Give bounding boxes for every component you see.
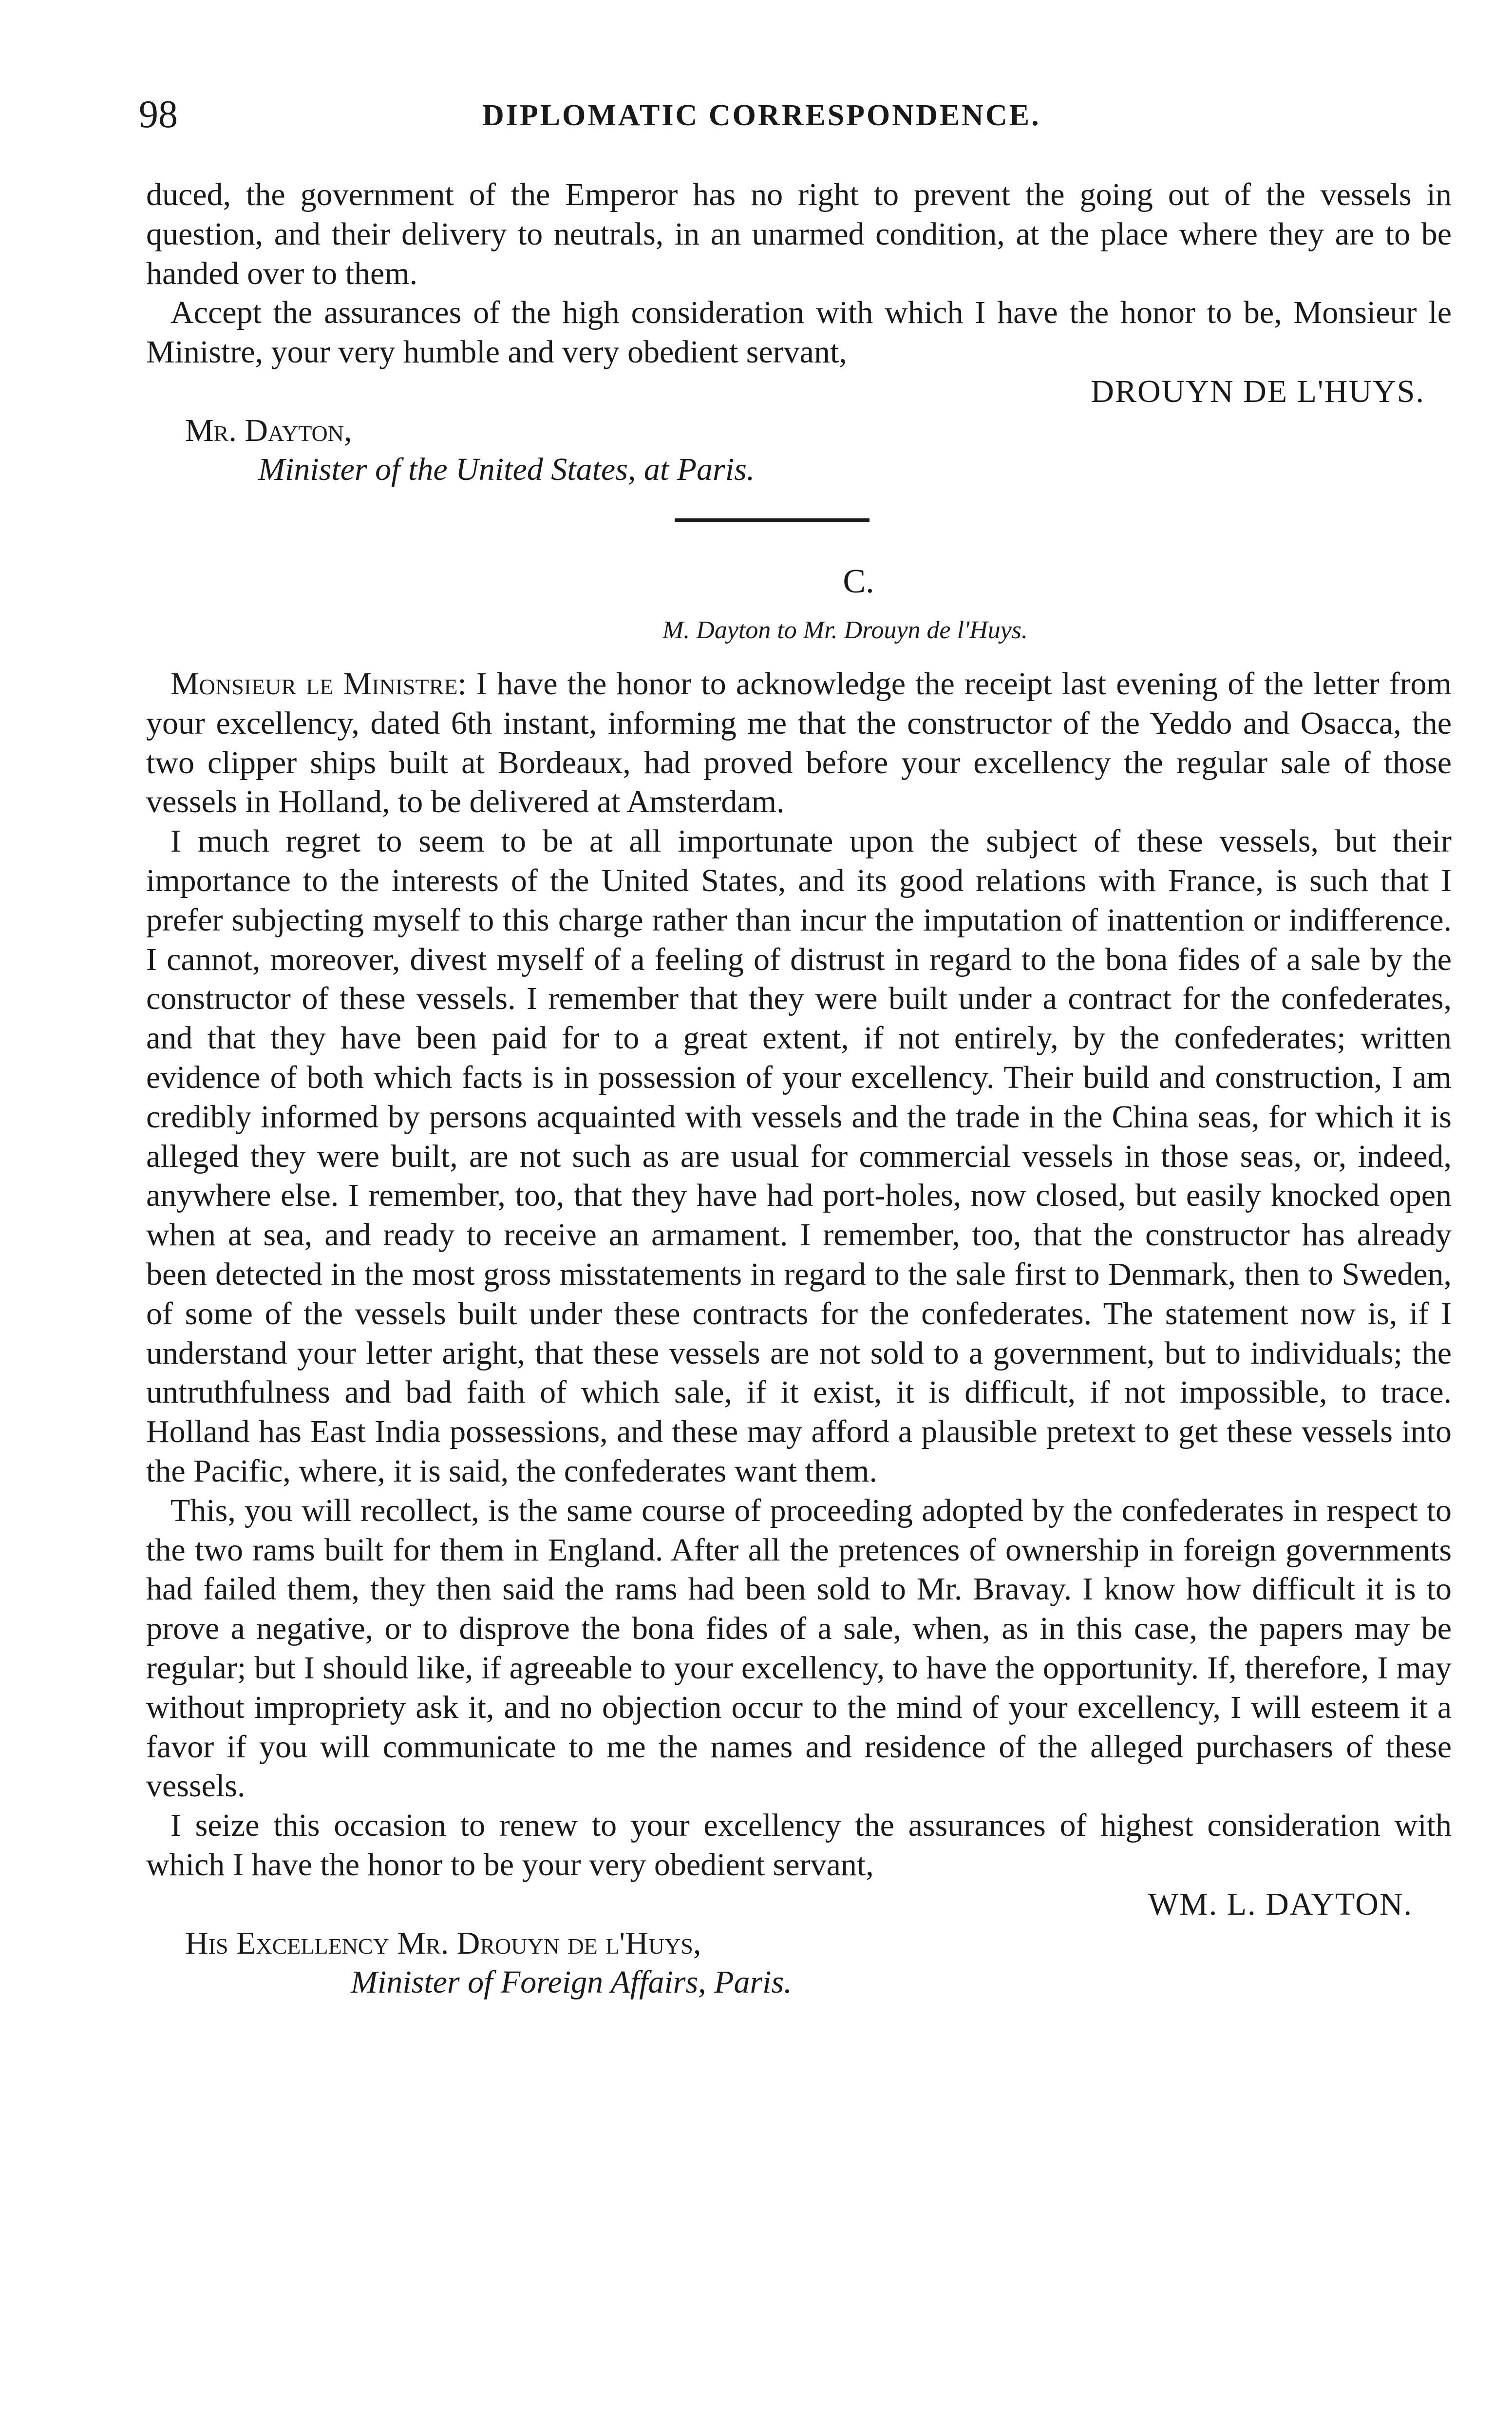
letter1-addressee-title: Minister of the United States, at Paris. [258, 451, 755, 487]
section-heading: C. [843, 562, 874, 600]
page-number: 98 [139, 93, 178, 136]
running-header [139, 93, 1452, 136]
letter2-paragraph-4: I seize this occasion to renew to your excellency the assurances of highest consideration with which I have the honor to be your very obedient servant, [146, 1808, 1452, 1883]
document-page [139, 93, 1452, 2002]
letter1-paragraph-1: duced, the government of the Emperor has no right to prevent the going out of the vessels in question, and their delivery to neutrals, in an unarmed condition, at the place where they are to be handed over to them. [146, 177, 1452, 291]
section-subtitle: M. Dayton to Mr. Drouyn de l'Huys. [662, 616, 1028, 644]
letter2-paragraph-3: This, you will recollect, is the same course of proceeding adopted by the confederates in respect to the two rams built for them in England. After all the pretences of ownership in foreign governments had failed them, they then said the rams had been sold to Mr. Bravay. I know how difficult it is to prove a negative, or to disprove the bona fides of a sale, when, as in this case, the papers may be regular; but I should like, if agreeable to your excellency, to have the opportunity. If, therefore, I may without impropriety ask it, and no objection occur to the mind of your excellency, I will esteem it a favor if you will communicate to me the names and residence of the alleged purchasers of these vessels. [146, 1492, 1452, 1804]
letter2-paragraph-1-text: I have the honor to acknowledge the receipt last evening of the letter from your excellency, dated 6th instant, informing me that the constructor of the Yeddo and Osacca, the two clipper ships built at Bordeaux, had proved before your excellency the regular sale of those vessels in Holland, to be delivered at Amsterdam. [146, 666, 1452, 820]
letter2-paragraph-2: I much regret to seem to be at all importunate upon the subject of these vessels, but their importance to the interests of the United States, and its good relations with France, is such that I prefer subjecting myself to this charge rather than incur the imputation of inattention or indifference. I cannot, moreover, divest myself of a feeling of distrust in regard to the bona fides of a sale by the constructor of these vessels. I remember that they were built under a contract for the confederates, and that they have been paid for to a great extent, if not entirely, by the confederates; written evidence of both which facts is in possession of your excellency. Their build and construction, I am credibly informed by persons acquainted with vessels and the trade in the China seas, for which it is alleged they were built, are not such as are usual for commercial vessels in those seas, or, indeed, anywhere else. I remember, too, that they have had port-holes, now closed, but easily knocked open when at sea, and ready to receive an armament. I remember, too, that the constructor has already been detected in the most gross misstatements in regard to the sale first to Denmark, then to Sweden, of some of the vessels built under these contracts for the confederates. The statement now is, if I understand your letter aright, that these vessels are not sold to a government, but to individuals; the untruthfulness and bad faith of which sale, if it exist, it is difficult, if not impossible, to trace. Holland has East India possessions, and these may afford a plausible pretext to get these vessels into the Pacific, where, it is said, the confederates want them. [146, 823, 1452, 1489]
letter1-paragraph-2: Accept the assurances of the high consideration with which I have the honor to be, Monsieur le Ministre, your very humble and very obedient servant, [146, 295, 1452, 370]
letter2-signature: WM. L. DAYTON. [1148, 1886, 1413, 1922]
letter2-paragraph-1 [146, 665, 1452, 822]
section-divider [146, 489, 1452, 557]
letter1-addressee: Mr. Dayton, [185, 412, 352, 448]
divider-rule [675, 518, 869, 522]
running-title: DIPLOMATIC CORRESPONDENCE. [482, 99, 1041, 132]
body-text [146, 175, 1452, 2002]
letter2-addressee-title: Minister of Foreign Affairs, Paris. [351, 1964, 792, 2000]
letter2-addressee: His Excellency Mr. Drouyn de l'Huys, [185, 1925, 701, 1961]
salutation: Monsieur le Ministre: [170, 666, 467, 702]
letter1-signature: DROUYN DE L'HUYS. [1091, 373, 1425, 409]
